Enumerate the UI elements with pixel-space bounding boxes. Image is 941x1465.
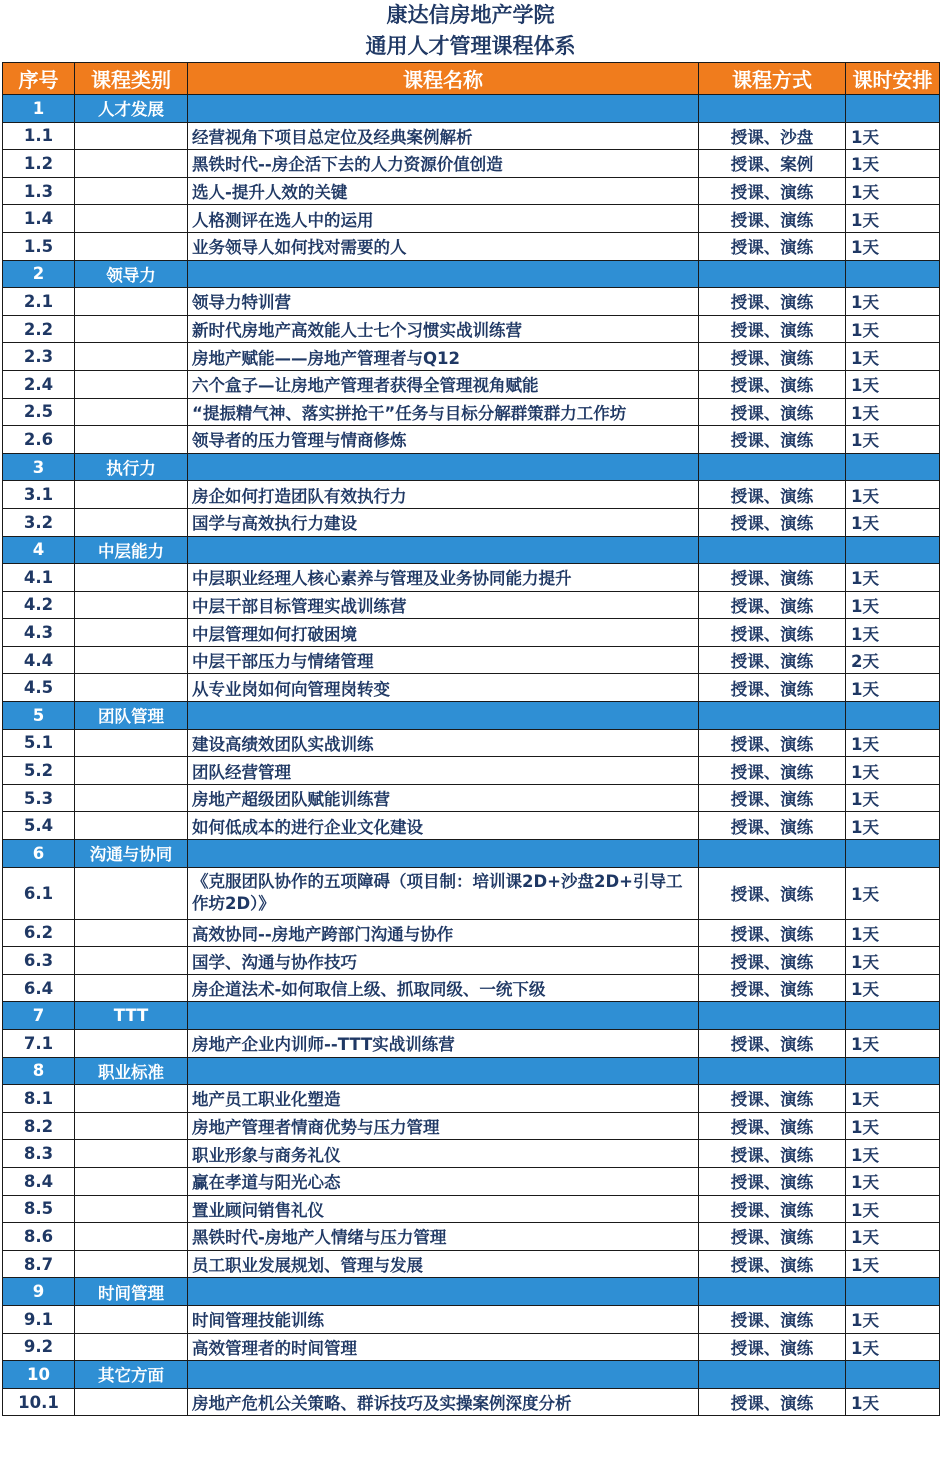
page-title-line-2: 通用人才管理课程体系 (365, 34, 576, 58)
course-row (3, 729, 940, 757)
course-duration: 1天 (846, 1112, 940, 1140)
course-row (3, 1195, 940, 1223)
course-method: 授课、演练 (699, 812, 846, 840)
header-name: 课程名称 (188, 63, 699, 95)
course-category-cell (75, 757, 188, 785)
category-number: 7 (3, 1002, 75, 1030)
course-category-cell (75, 1030, 188, 1058)
course-row (3, 205, 940, 233)
category-empty-cell (846, 1057, 940, 1085)
course-name: 领导者的压力管理与情商修炼 (188, 426, 699, 454)
course-category-cell (75, 288, 188, 316)
course-name: 中层干部压力与情绪管理 (188, 646, 699, 674)
course-number: 1.1 (3, 122, 75, 150)
category-name: 团队管理 (75, 702, 188, 730)
course-method: 授课、演练 (699, 646, 846, 674)
course-row (3, 674, 940, 702)
course-category-cell (75, 1388, 188, 1416)
course-row (3, 564, 940, 592)
course-duration: 1天 (846, 867, 940, 919)
category-row (3, 702, 940, 730)
category-empty-cell (188, 1361, 699, 1389)
course-category-cell (75, 426, 188, 454)
course-row (3, 343, 940, 371)
course-duration: 1天 (846, 122, 940, 150)
course-duration: 1天 (846, 1030, 940, 1058)
course-row (3, 1030, 940, 1058)
category-empty-cell (188, 1002, 699, 1030)
category-number: 8 (3, 1057, 75, 1085)
course-method: 授课、演练 (699, 947, 846, 975)
course-method: 授课、演练 (699, 177, 846, 205)
course-category-cell (75, 1223, 188, 1251)
category-number: 5 (3, 702, 75, 730)
category-row (3, 95, 940, 123)
course-method: 授课、演练 (699, 1140, 846, 1168)
course-duration: 1天 (846, 947, 940, 975)
course-category-cell (75, 205, 188, 233)
course-category-cell (75, 619, 188, 647)
category-number: 4 (3, 536, 75, 564)
course-number: 2.4 (3, 370, 75, 398)
course-name: 从专业岗如何向管理岗转变 (188, 674, 699, 702)
category-empty-cell (699, 702, 846, 730)
course-method: 授课、演练 (699, 674, 846, 702)
course-number: 5.2 (3, 757, 75, 785)
course-method: 授课、案例 (699, 150, 846, 178)
course-method: 授课、演练 (699, 481, 846, 509)
table-header-row (3, 63, 940, 95)
course-category-cell (75, 1167, 188, 1195)
course-category-cell (75, 1085, 188, 1113)
course-category-cell (75, 1305, 188, 1333)
category-number: 3 (3, 453, 75, 481)
category-empty-cell (699, 1361, 846, 1389)
course-method: 授课、演练 (699, 232, 846, 260)
course-method: 授课、演练 (699, 1223, 846, 1251)
header-no: 序号 (3, 63, 75, 95)
course-method: 授课、演练 (699, 564, 846, 592)
course-row (3, 947, 940, 975)
course-number: 5.1 (3, 729, 75, 757)
category-empty-cell (846, 702, 940, 730)
header-method: 课程方式 (699, 63, 846, 95)
course-duration: 1天 (846, 150, 940, 178)
course-category-cell (75, 591, 188, 619)
course-row (3, 315, 940, 343)
course-row (3, 646, 940, 674)
course-method: 授课、演练 (699, 426, 846, 454)
category-empty-cell (846, 1278, 940, 1306)
category-empty-cell (846, 453, 940, 481)
course-row (3, 867, 940, 919)
course-method: 授课、演练 (699, 1195, 846, 1223)
course-category-cell (75, 315, 188, 343)
course-row (3, 150, 940, 178)
course-method: 授课、演练 (699, 591, 846, 619)
course-category-cell (75, 674, 188, 702)
course-number: 8.7 (3, 1250, 75, 1278)
course-name: 高效协同--房地产跨部门沟通与协作 (188, 919, 699, 947)
course-number: 8.5 (3, 1195, 75, 1223)
category-row (3, 453, 940, 481)
course-name: 中层职业经理人核心素养与管理及业务协同能力提升 (188, 564, 699, 592)
course-name: 中层管理如何打破困境 (188, 619, 699, 647)
course-duration: 1天 (846, 1085, 940, 1113)
course-name: 国学、沟通与协作技巧 (188, 947, 699, 975)
course-name: 房企道法术-如何取信上级、抓取同级、一统下级 (188, 974, 699, 1002)
course-name: 领导力特训营 (188, 288, 699, 316)
course-number: 2.3 (3, 343, 75, 371)
course-row (3, 398, 940, 426)
category-empty-cell (699, 1278, 846, 1306)
category-name: 人才发展 (75, 95, 188, 123)
course-name: 团队经营管理 (188, 757, 699, 785)
course-method: 授课、演练 (699, 288, 846, 316)
category-empty-cell (188, 1057, 699, 1085)
course-row (3, 288, 940, 316)
category-name: 职业标准 (75, 1057, 188, 1085)
course-category-cell (75, 1250, 188, 1278)
course-method: 授课、演练 (699, 974, 846, 1002)
category-name: 沟通与协同 (75, 840, 188, 868)
course-method: 授课、演练 (699, 1250, 846, 1278)
course-row (3, 1305, 940, 1333)
course-category-cell (75, 729, 188, 757)
course-method: 授课、演练 (699, 1388, 846, 1416)
category-name: TTT (75, 1002, 188, 1030)
course-category-cell (75, 370, 188, 398)
category-number: 10 (3, 1361, 75, 1389)
course-row (3, 232, 940, 260)
course-method: 授课、演练 (699, 867, 846, 919)
course-category-cell (75, 150, 188, 178)
course-category-cell (75, 1112, 188, 1140)
course-category-cell (75, 784, 188, 812)
course-name: 选人-提升人效的关键 (188, 177, 699, 205)
course-category-cell (75, 398, 188, 426)
course-duration: 1天 (846, 370, 940, 398)
category-empty-cell (699, 840, 846, 868)
course-method: 授课、沙盘 (699, 122, 846, 150)
category-empty-cell (846, 1361, 940, 1389)
course-name: 房地产管理者情商优势与压力管理 (188, 1112, 699, 1140)
course-category-cell (75, 1140, 188, 1168)
course-category-cell (75, 122, 188, 150)
category-empty-cell (699, 95, 846, 123)
course-number: 8.2 (3, 1112, 75, 1140)
category-empty-cell (188, 95, 699, 123)
course-number: 8.4 (3, 1167, 75, 1195)
course-number: 3.2 (3, 508, 75, 536)
course-name: 赢在孝道与阳光心态 (188, 1167, 699, 1195)
category-empty-cell (699, 260, 846, 288)
course-row (3, 370, 940, 398)
course-name: 业务领导人如何找对需要的人 (188, 232, 699, 260)
course-name: 新时代房地产高效能人士七个习惯实战训练营 (188, 315, 699, 343)
category-name: 其它方面 (75, 1361, 188, 1389)
course-row (3, 784, 940, 812)
course-name: 置业顾问销售礼仪 (188, 1195, 699, 1223)
course-duration: 1天 (846, 757, 940, 785)
course-name: 经营视角下项目总定位及经典案例解析 (188, 122, 699, 150)
course-number: 8.1 (3, 1085, 75, 1113)
course-category-cell (75, 919, 188, 947)
course-number: 5.3 (3, 784, 75, 812)
course-duration: 1天 (846, 729, 940, 757)
course-name: 六个盒子—让房地产管理者获得全管理视角赋能 (188, 370, 699, 398)
category-name: 执行力 (75, 453, 188, 481)
course-duration: 1天 (846, 1140, 940, 1168)
course-duration: 1天 (846, 426, 940, 454)
course-method: 授课、演练 (699, 205, 846, 233)
course-category-cell (75, 508, 188, 536)
course-number: 5.4 (3, 812, 75, 840)
category-row (3, 536, 940, 564)
course-duration: 1天 (846, 619, 940, 647)
course-category-cell (75, 343, 188, 371)
course-method: 授课、演练 (699, 619, 846, 647)
course-duration: 1天 (846, 1167, 940, 1195)
category-empty-cell (699, 536, 846, 564)
category-empty-cell (699, 453, 846, 481)
category-empty-cell (188, 1278, 699, 1306)
course-number: 3.1 (3, 481, 75, 509)
course-row (3, 1140, 940, 1168)
course-name: 人格测评在选人中的运用 (188, 205, 699, 233)
course-name: 黑铁时代-房地产人情绪与压力管理 (188, 1223, 699, 1251)
course-duration: 1天 (846, 1195, 940, 1223)
category-number: 2 (3, 260, 75, 288)
category-row (3, 260, 940, 288)
course-row (3, 919, 940, 947)
course-duration: 1天 (846, 564, 940, 592)
course-number: 6.3 (3, 947, 75, 975)
course-number: 2.1 (3, 288, 75, 316)
course-method: 授课、演练 (699, 757, 846, 785)
course-category-cell (75, 232, 188, 260)
course-duration: 1天 (846, 343, 940, 371)
course-duration: 1天 (846, 1223, 940, 1251)
category-empty-cell (188, 536, 699, 564)
course-duration: 1天 (846, 591, 940, 619)
course-name: 《克服团队协作的五项障碍（项目制：培训课2D+沙盘2D+引导工作坊2D）》 (188, 867, 699, 919)
category-empty-cell (188, 840, 699, 868)
course-duration: 1天 (846, 232, 940, 260)
course-method: 授课、演练 (699, 343, 846, 371)
course-duration: 1天 (846, 481, 940, 509)
course-row (3, 177, 940, 205)
course-row (3, 1223, 940, 1251)
category-empty-cell (699, 1002, 846, 1030)
course-name: 国学与高效执行力建设 (188, 508, 699, 536)
course-row (3, 974, 940, 1002)
course-name: 房地产企业内训师--TTT实战训练营 (188, 1030, 699, 1058)
course-number: 2.2 (3, 315, 75, 343)
course-duration: 1天 (846, 919, 940, 947)
course-duration: 1天 (846, 398, 940, 426)
course-duration: 1天 (846, 1388, 940, 1416)
course-name: 房企如何打造团队有效执行力 (188, 481, 699, 509)
category-name: 时间管理 (75, 1278, 188, 1306)
header-category: 课程类别 (75, 63, 188, 95)
course-method: 授课、演练 (699, 1030, 846, 1058)
category-empty-cell (188, 260, 699, 288)
course-number: 2.6 (3, 426, 75, 454)
page-title-line-1: 康达信房地产学院 (386, 3, 555, 27)
course-method: 授课、演练 (699, 1167, 846, 1195)
course-method: 授课、演练 (699, 1085, 846, 1113)
course-method: 授课、演练 (699, 398, 846, 426)
course-duration: 1天 (846, 177, 940, 205)
course-category-cell (75, 1195, 188, 1223)
course-name: 时间管理技能训练 (188, 1305, 699, 1333)
course-method: 授课、演练 (699, 784, 846, 812)
course-number: 4.4 (3, 646, 75, 674)
category-empty-cell (846, 95, 940, 123)
course-name: 房地产超级团队赋能训练营 (188, 784, 699, 812)
course-name: 建设高绩效团队实战训练 (188, 729, 699, 757)
category-empty-cell (846, 260, 940, 288)
category-empty-cell (846, 536, 940, 564)
course-method: 授课、演练 (699, 1305, 846, 1333)
course-number: 1.2 (3, 150, 75, 178)
course-category-cell (75, 177, 188, 205)
course-number: 10.1 (3, 1388, 75, 1416)
course-number: 4.1 (3, 564, 75, 592)
course-number: 2.5 (3, 398, 75, 426)
category-empty-cell (699, 1057, 846, 1085)
course-name: 房地产赋能——房地产管理者与Q12 (188, 343, 699, 371)
category-number: 6 (3, 840, 75, 868)
course-method: 授课、演练 (699, 919, 846, 947)
course-number: 4.2 (3, 591, 75, 619)
course-method: 授课、演练 (699, 729, 846, 757)
course-name: 职业形象与商务礼仪 (188, 1140, 699, 1168)
course-category-cell (75, 1333, 188, 1361)
category-empty-cell (188, 702, 699, 730)
course-category-cell (75, 812, 188, 840)
course-row (3, 481, 940, 509)
course-duration: 1天 (846, 974, 940, 1002)
course-method: 授课、演练 (699, 315, 846, 343)
course-number: 9.1 (3, 1305, 75, 1333)
course-category-cell (75, 481, 188, 509)
course-method: 授课、演练 (699, 1333, 846, 1361)
category-name: 领导力 (75, 260, 188, 288)
course-duration: 1天 (846, 315, 940, 343)
course-duration: 1天 (846, 205, 940, 233)
course-duration: 1天 (846, 1250, 940, 1278)
course-category-cell (75, 646, 188, 674)
category-row (3, 1002, 940, 1030)
category-row (3, 1278, 940, 1306)
course-category-cell (75, 564, 188, 592)
course-name: 如何低成本的进行企业文化建设 (188, 812, 699, 840)
course-duration: 1天 (846, 674, 940, 702)
course-row (3, 1388, 940, 1416)
category-row (3, 1361, 940, 1389)
course-name: 高效管理者的时间管理 (188, 1333, 699, 1361)
course-method: 授课、演练 (699, 370, 846, 398)
course-number: 6.1 (3, 867, 75, 919)
course-name: 地产员工职业化塑造 (188, 1085, 699, 1113)
course-row (3, 619, 940, 647)
course-duration: 1天 (846, 1333, 940, 1361)
category-empty-cell (188, 453, 699, 481)
course-row (3, 1167, 940, 1195)
course-method: 授课、演练 (699, 1112, 846, 1140)
header-duration: 课时安排 (846, 63, 940, 95)
course-duration: 1天 (846, 508, 940, 536)
course-duration: 2天 (846, 646, 940, 674)
course-row (3, 1333, 940, 1361)
course-duration: 1天 (846, 812, 940, 840)
course-row (3, 1085, 940, 1113)
table-body (3, 95, 940, 1416)
course-category-cell (75, 947, 188, 975)
course-number: 4.3 (3, 619, 75, 647)
course-method: 授课、演练 (699, 508, 846, 536)
course-number: 8.3 (3, 1140, 75, 1168)
course-row (3, 1112, 940, 1140)
course-number: 7.1 (3, 1030, 75, 1058)
course-duration: 1天 (846, 288, 940, 316)
course-number: 4.5 (3, 674, 75, 702)
course-row (3, 812, 940, 840)
category-row (3, 840, 940, 868)
course-table (2, 62, 940, 1416)
course-number: 6.4 (3, 974, 75, 1002)
category-row (3, 1057, 940, 1085)
course-number: 6.2 (3, 919, 75, 947)
course-row (3, 122, 940, 150)
course-row (3, 426, 940, 454)
course-category-cell (75, 974, 188, 1002)
course-number: 9.2 (3, 1333, 75, 1361)
category-empty-cell (846, 1002, 940, 1030)
course-name: 员工职业发展规划、管理与发展 (188, 1250, 699, 1278)
course-number: 1.5 (3, 232, 75, 260)
course-category-cell (75, 867, 188, 919)
course-name: 房地产危机公关策略、群诉技巧及实操案例深度分析 (188, 1388, 699, 1416)
course-row (3, 591, 940, 619)
category-number: 9 (3, 1278, 75, 1306)
category-name: 中层能力 (75, 536, 188, 564)
course-duration: 1天 (846, 784, 940, 812)
course-row (3, 508, 940, 536)
course-number: 8.6 (3, 1223, 75, 1251)
course-row (3, 757, 940, 785)
course-name: 黑铁时代--房企活下去的人力资源价值创造 (188, 150, 699, 178)
course-name: 中层干部目标管理实战训练营 (188, 591, 699, 619)
category-number: 1 (3, 95, 75, 123)
category-empty-cell (846, 840, 940, 868)
course-number: 1.4 (3, 205, 75, 233)
course-row (3, 1250, 940, 1278)
course-duration: 1天 (846, 1305, 940, 1333)
course-number: 1.3 (3, 177, 75, 205)
course-name: “提振精气神、落实拼抢干”任务与目标分解群策群力工作坊 (188, 398, 699, 426)
